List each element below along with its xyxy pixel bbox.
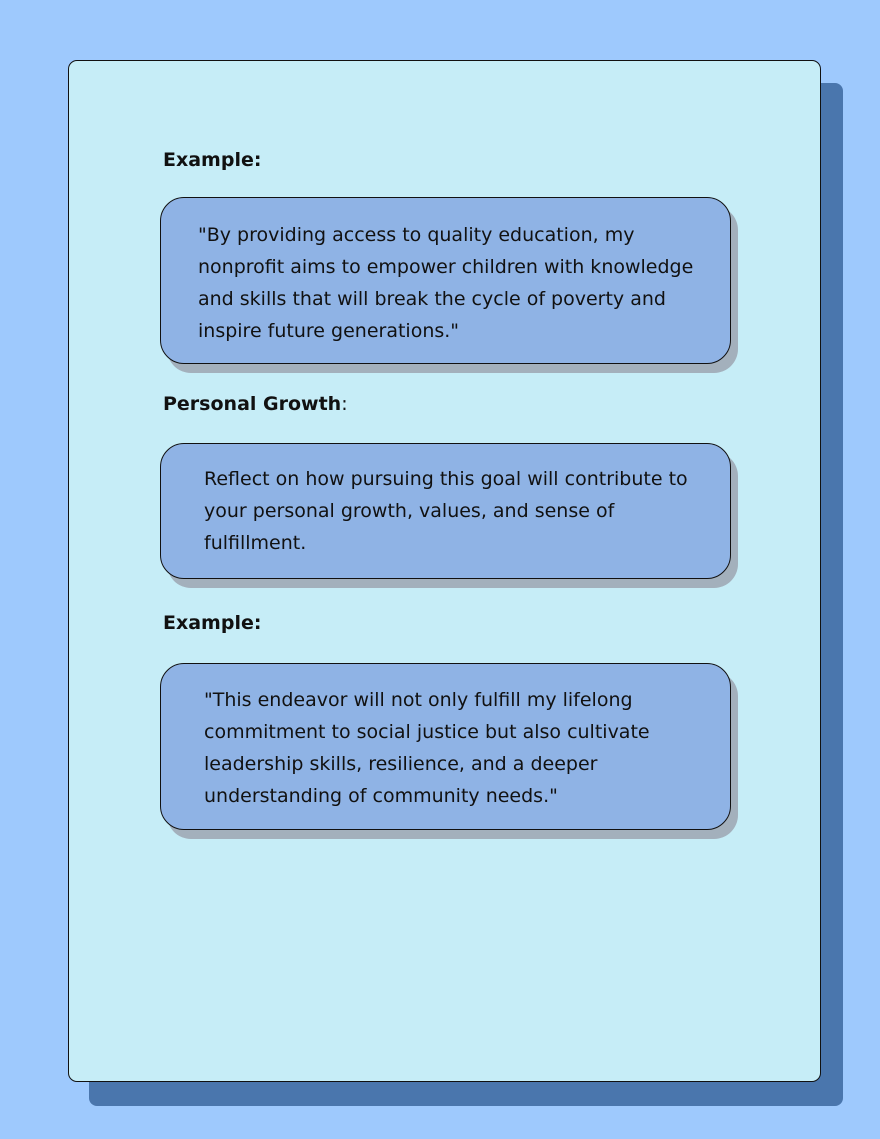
example-heading-2: Example: bbox=[163, 612, 262, 634]
personal-growth-box bbox=[160, 443, 731, 579]
personal-growth-text: Reflect on how pursuing this goal will contribute to your personal growth, values, and sense of fulfillment. bbox=[204, 468, 688, 554]
document-page bbox=[68, 60, 821, 1082]
personal-growth-heading-label: Personal Growth bbox=[163, 393, 342, 415]
example-heading-1: Example: bbox=[163, 149, 262, 171]
example-text-2: "This endeavor will not only fulfill my lifelong commitment to social justice but also cultivate leadership skills, resilience, and a deeper understanding of community needs." bbox=[204, 689, 650, 807]
example-box-2 bbox=[160, 663, 731, 830]
example-box-1 bbox=[160, 197, 731, 364]
personal-growth-heading-colon: : bbox=[341, 393, 348, 415]
personal-growth-heading bbox=[163, 393, 348, 415]
example-text-1: "By providing access to quality education, my nonprofit aims to empower children with knowledge and skills that will break the cycle of poverty and inspire future generations." bbox=[198, 224, 694, 342]
